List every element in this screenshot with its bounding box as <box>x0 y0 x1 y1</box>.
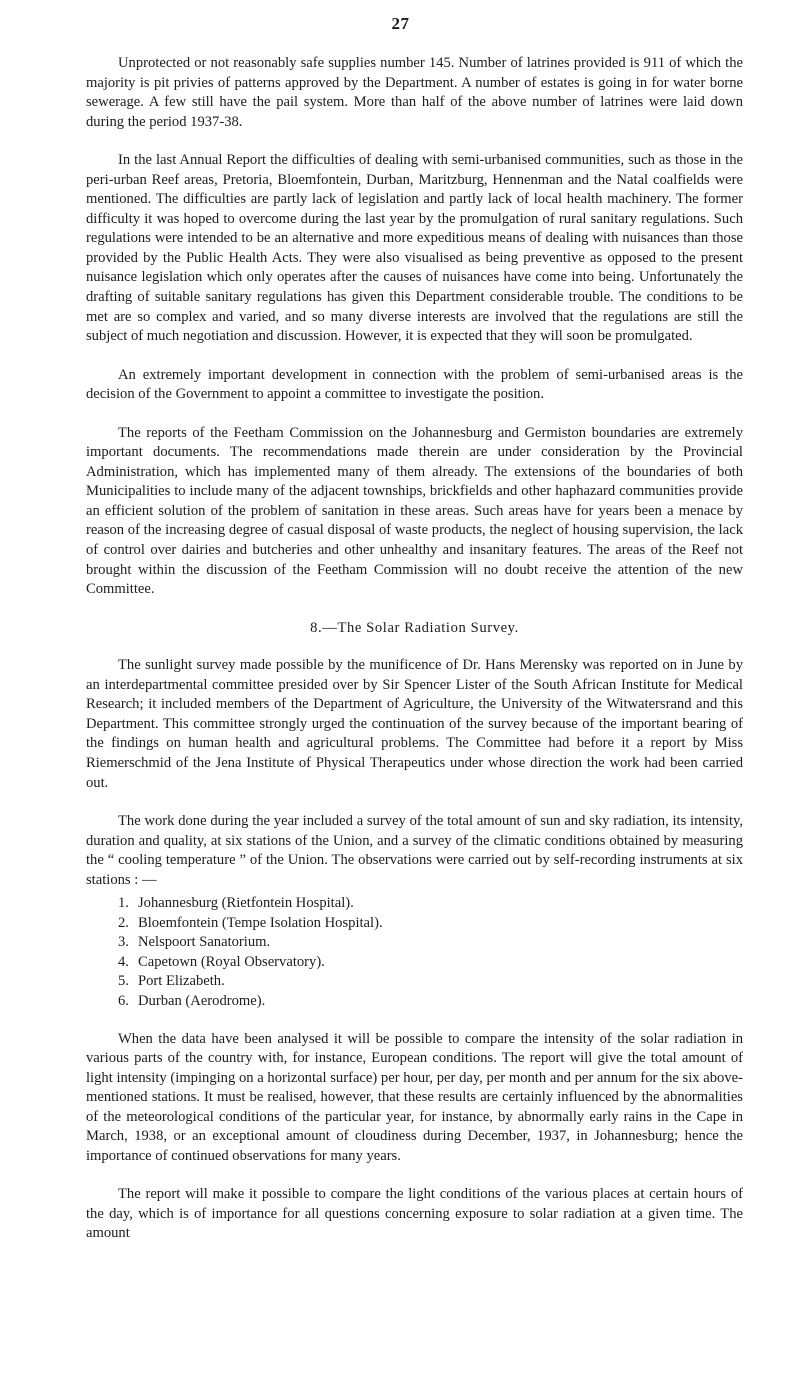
page-body <box>86 54 743 1263</box>
station-item <box>86 953 743 973</box>
station-number: 3. <box>118 934 129 951</box>
paragraph-committee-appointment: An extremely important development in connection with the problem of semi-urbanised areas is the decision of the Government to appoint a committee to investigate the position. <box>86 366 743 403</box>
station-number: 6. <box>118 992 129 1009</box>
paragraph-work-done: The work done during the year included a survey of the total amount of sun and sky radiation, its intensity, duration and quality, at six stations of the Union, and a survey of the climatic conditions obtained by measuring the “ cooling temperature ” of the Union. The observations were carried out by self-recording instruments at six stations : — <box>86 813 743 888</box>
paragraph-semi-urbanised-communities: In the last Annual Report the difficulties of dealing with semi-urbanised communities, such as those in the peri-urban Reef areas, Pretoria, Bloemfontein, Durban, Maritzburg, Hennenman and the Natal coalfields were mentioned. The difficulties are partly lack of legislation and partly lack of local health machinery. The former difficulty it was hoped to overcome during the last year by the promulgation of rural sanitary regulations. Such regulations were intended to be an alternative and more expeditious means of dealing with nuisances than those provided by the Public Health Acts. They were also visualised as being preventive as opposed to the present nuisance legislation which only operates after the causes of nuisances have come into being. Unfortunately the drafting of suitable sanitary regulations has given this Department considerable trouble. The conditions to be met are so complex and varied, and so many diverse interests are involved that the regulations are still the subject of much negotiation and discussion. However, it is expected that they will soon be promulgated. <box>86 152 743 345</box>
page-number: 27 <box>391 14 410 33</box>
paragraph-water-supplies: Unprotected or not reasonably safe supplies number 145. Number of latrines provided is 911 of which the majority is pit privies of patterns approved by the Department. A number of estates is going in for water borne sewerage. A few still have the pail system. More than half of the above number of latrines were laid down during the period 1937-38. <box>86 55 743 130</box>
station-name: Johannesburg (Rietfontein Hospital). <box>138 895 354 912</box>
section-heading-solar-radiation: 8.—The Solar Radiation Survey. <box>310 619 519 636</box>
station-item <box>86 972 743 992</box>
station-number: 5. <box>118 973 129 990</box>
station-number: 4. <box>118 953 129 970</box>
station-number: 1. <box>118 895 129 912</box>
station-item <box>86 894 743 914</box>
station-item <box>86 933 743 953</box>
paragraph-sunlight-survey: The sunlight survey made possible by the munificence of Dr. Hans Merensky was reported on in June by an interdepartmental committee presided over by Sir Spencer Lister of the South African Institute for Medical Research; it included members of the Department of Agriculture, the University of the Witwatersrand and this Department. This committee strongly urged the continuation of the survey because of the important bearing of the findings on human health and agricultural problems. The Committee had before it a report by Miss Riemerschmid of the Jena Institute of Physical Therapeutics under whose direction the work had been carried out. <box>86 657 743 791</box>
paragraph-feetham-commission: The reports of the Feetham Commission on the Johannesburg and Germiston boundaries are extremely important documents. The recommendations made therein are under consideration by the Provincial Administration, which has implemented many of them already. The extensions of the boundaries of both Municipalities to include many of the adjacent townships, brickfields and other haphazard communities provide an efficient solution of the problem of sanitation in these areas. Such areas have for years been a menace by reason of the increasing degree of casual disposal of waste products, the neglect of housing supervision, the lack of control over dairies and butcheries and other unhealthy and insanitary features. The areas of the Reef not brought within the discussion of the Feetham Commission will no doubt receive the attention of the new Committee. <box>86 424 743 598</box>
station-name: Capetown (Royal Observatory). <box>138 953 325 970</box>
station-name: Durban (Aerodrome). <box>138 992 266 1009</box>
station-item <box>86 992 743 1012</box>
station-number: 2. <box>118 914 129 931</box>
stations-list <box>86 894 743 1011</box>
station-name: Bloemfontein (Tempe Isolation Hospital). <box>138 914 383 931</box>
station-item <box>86 914 743 934</box>
station-name: Port Elizabeth. <box>138 973 225 990</box>
paragraph-light-conditions: The report will make it possible to compare the light conditions of the various places at certain hours of the day, which is of importance for all questions concerning exposure to solar radiation at a given time. The amount <box>86 1186 743 1242</box>
station-name: Nelspoort Sanatorium. <box>138 934 271 951</box>
paragraph-data-analysis: When the data have been analysed it will be possible to compare the intensity of the solar radiation in various parts of the country with, for instance, European conditions. The report will give the total amount of light intensity (impinging on a horizontal surface) per hour, per day, per month and per annum for the six above-mentioned stations. It must be realised, however, that these results are certainly influenced by the abnormalities of the meteorological conditions of the particular year, for instance, by abnormally early rains in the Cape in March, 1938, or an exceptional amount of cloudiness during December, 1937, in Johannesburg; hence the importance of continued observations for many years. <box>86 1030 743 1164</box>
